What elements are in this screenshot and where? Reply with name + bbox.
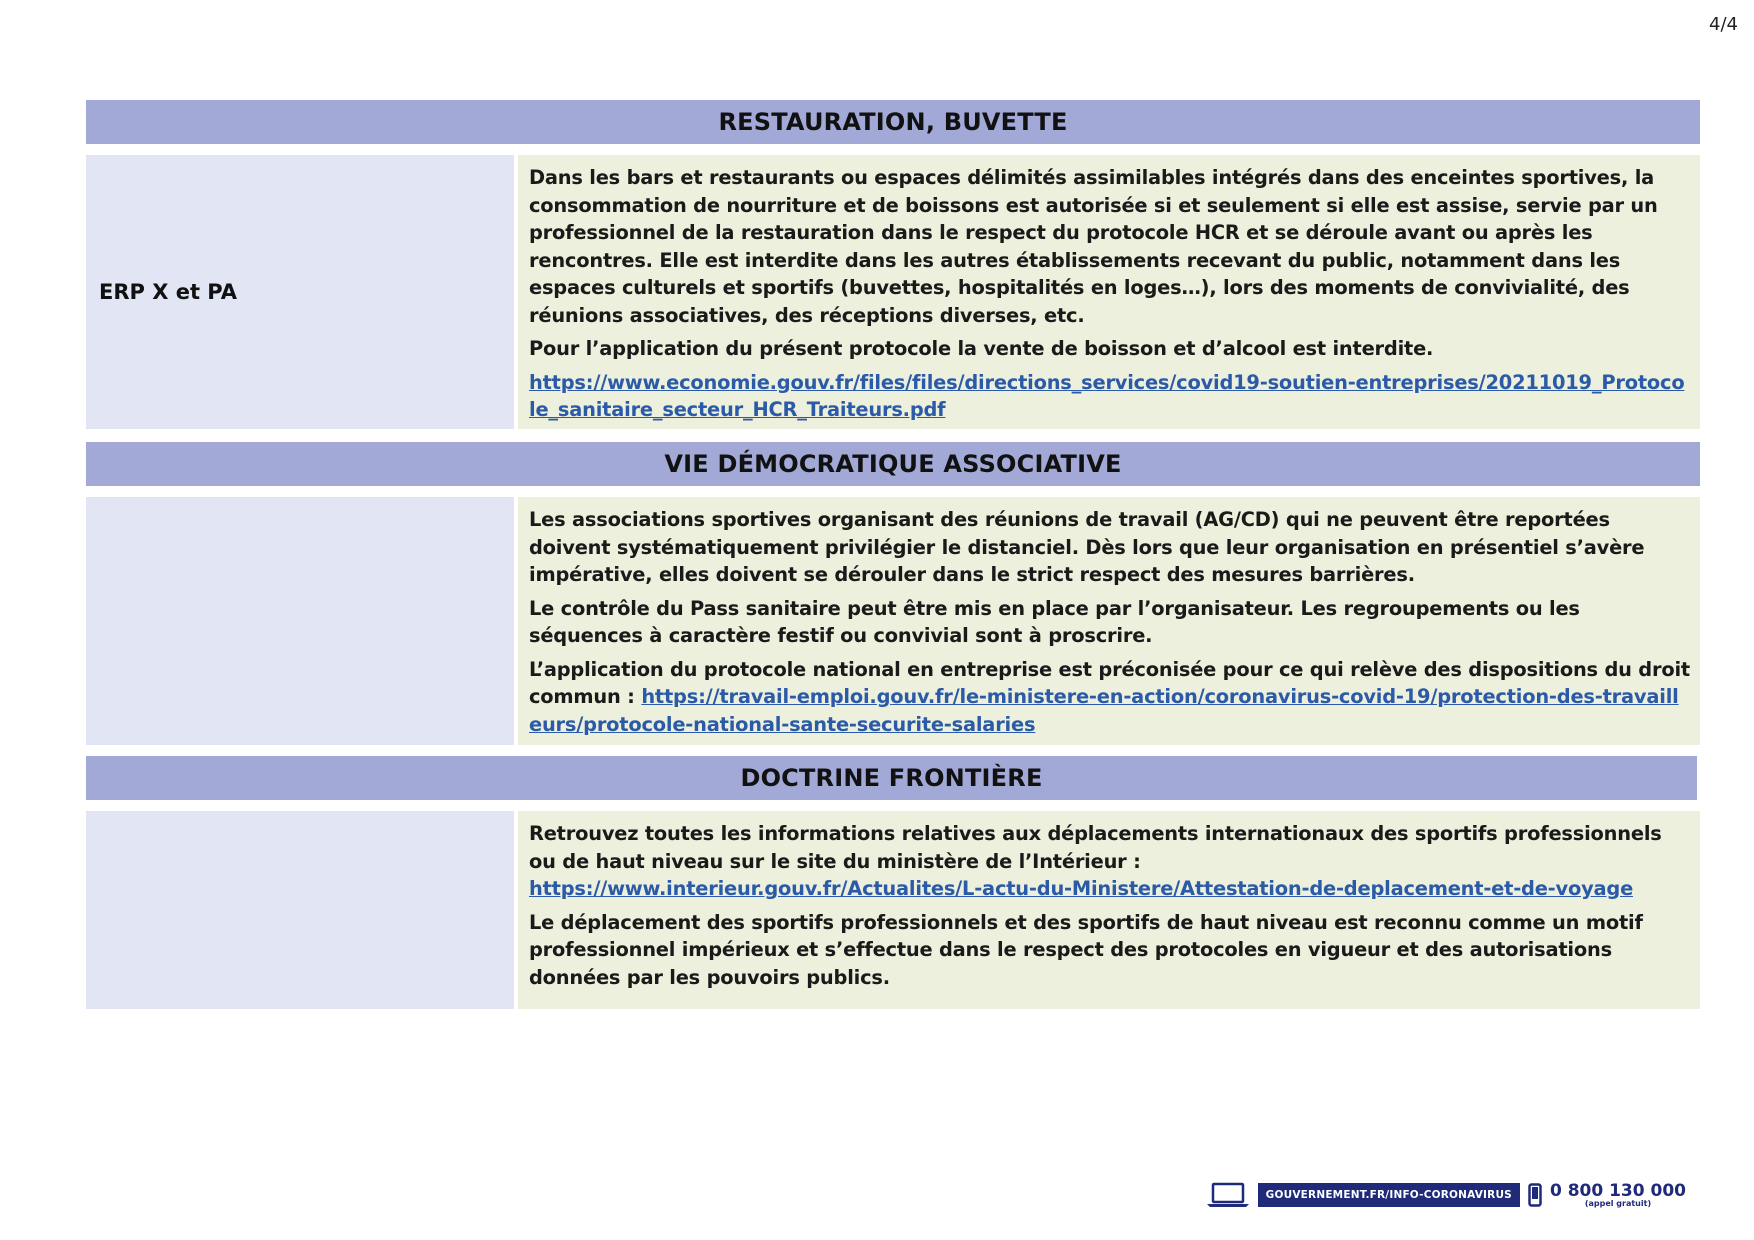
footer — [1206, 1182, 1686, 1208]
hcr-protocol-link[interactable]: https://www.economie.gouv.fr/files/files/directions_services/covid19-soutien-entreprises/20211019_Protocole_sanitaire_secteur_HCR_Traiteurs.pdf — [529, 370, 1685, 421]
protocole-national-link[interactable]: https://travail-emploi.gouv.fr/le-ministere-en-action/coronavirus-covid-19/protection-des-travailleurs/protocole-national-sante-securite-salaries — [529, 685, 1679, 736]
section-header-restauration: RESTAURATION, BUVETTE — [86, 100, 1700, 144]
footer-website-badge[interactable]: GOUVERNEMENT.FR/INFO-CORONAVIRUS — [1258, 1183, 1520, 1207]
laptop-icon — [1206, 1182, 1250, 1208]
label-cell-doctrine-frontiere — [86, 811, 514, 1009]
content-cell-doctrine-frontiere — [518, 811, 1700, 1009]
section-header-doctrine-frontiere: DOCTRINE FRONTIÈRE — [86, 756, 1697, 800]
page-number: 4/4 — [1709, 14, 1738, 35]
restauration-paragraph-2: Pour l’application du présent protocole la vente de boisson et d’alcool est interdite. — [529, 337, 1434, 360]
vie-democratique-paragraph-2: Le contrôle du Pass sanitaire peut être mis en place par l’organisateur. Les regroupements ou les séquences à caractère festif ou convivial sont à proscrire. — [529, 596, 1580, 647]
restauration-paragraph-1: Dans les bars et restaurants ou espaces délimités assimilables intégrés dans des enceintes sportives, la consommation de nourriture et de boissons est autorisée si et seulement si elle est assise, servie par un professionnel de la restauration dans le respect du protocole HCR et se déroule avant ou après les rencontres. Elle est interdite dans les autres établissements recevant du public, notamment dans les espaces culturels et sportifs (buvettes, hospitalités en loges…), lors des moments de convivialité, des réunions associatives, des réceptions diverses, etc. — [529, 166, 1658, 327]
content-cell-restauration — [518, 155, 1700, 429]
content-cell-vie-democratique — [518, 497, 1700, 745]
section-header-vie-democratique: VIE DÉMOCRATIQUE ASSOCIATIVE — [86, 442, 1700, 486]
label-cell-erp: ERP X et PA — [86, 155, 514, 429]
phone-block — [1549, 1180, 1686, 1208]
doctrine-paragraph-1: Le déplacement des sportifs professionnels et des sportifs de haut niveau est reconnu comme un motif professionnel impérieux et s’effectue dans le respect des protocoles en vigueur et des autorisations données par les pouvoirs publics. — [529, 910, 1643, 989]
phone-note: (appel gratuit) — [1584, 1198, 1652, 1208]
attestation-deplacement-link[interactable]: https://www.interieur.gouv.fr/Actualites/L-actu-du-Ministere/Attestation-de-deplacement-et-de-voyage — [529, 877, 1634, 900]
vie-democratique-paragraph-1: Les associations sportives organisant des réunions de travail (AG/CD) qui ne peuvent être reportées doivent systématiquement privilégier le distanciel. Dès lors que leur organisation en présentiel s’avère impérative, elles doivent se dérouler dans le strict respect des mesures barrières. — [529, 508, 1645, 586]
phone-number[interactable]: 0 800 130 000 — [1549, 1180, 1686, 1201]
label-cell-vie-democratique — [86, 497, 514, 745]
vie-democratique-link-intro: L’application du protocole national en entreprise est préconisée pour ce qui relève des dispositions du droit commun : — [529, 657, 1690, 708]
doctrine-link-intro: Retrouvez toutes les informations relatives aux déplacements internationaux des sportifs professionnels ou de haut niveau sur le site du ministère de l’Intérieur : — [529, 822, 1662, 873]
phone-icon — [1528, 1183, 1542, 1207]
